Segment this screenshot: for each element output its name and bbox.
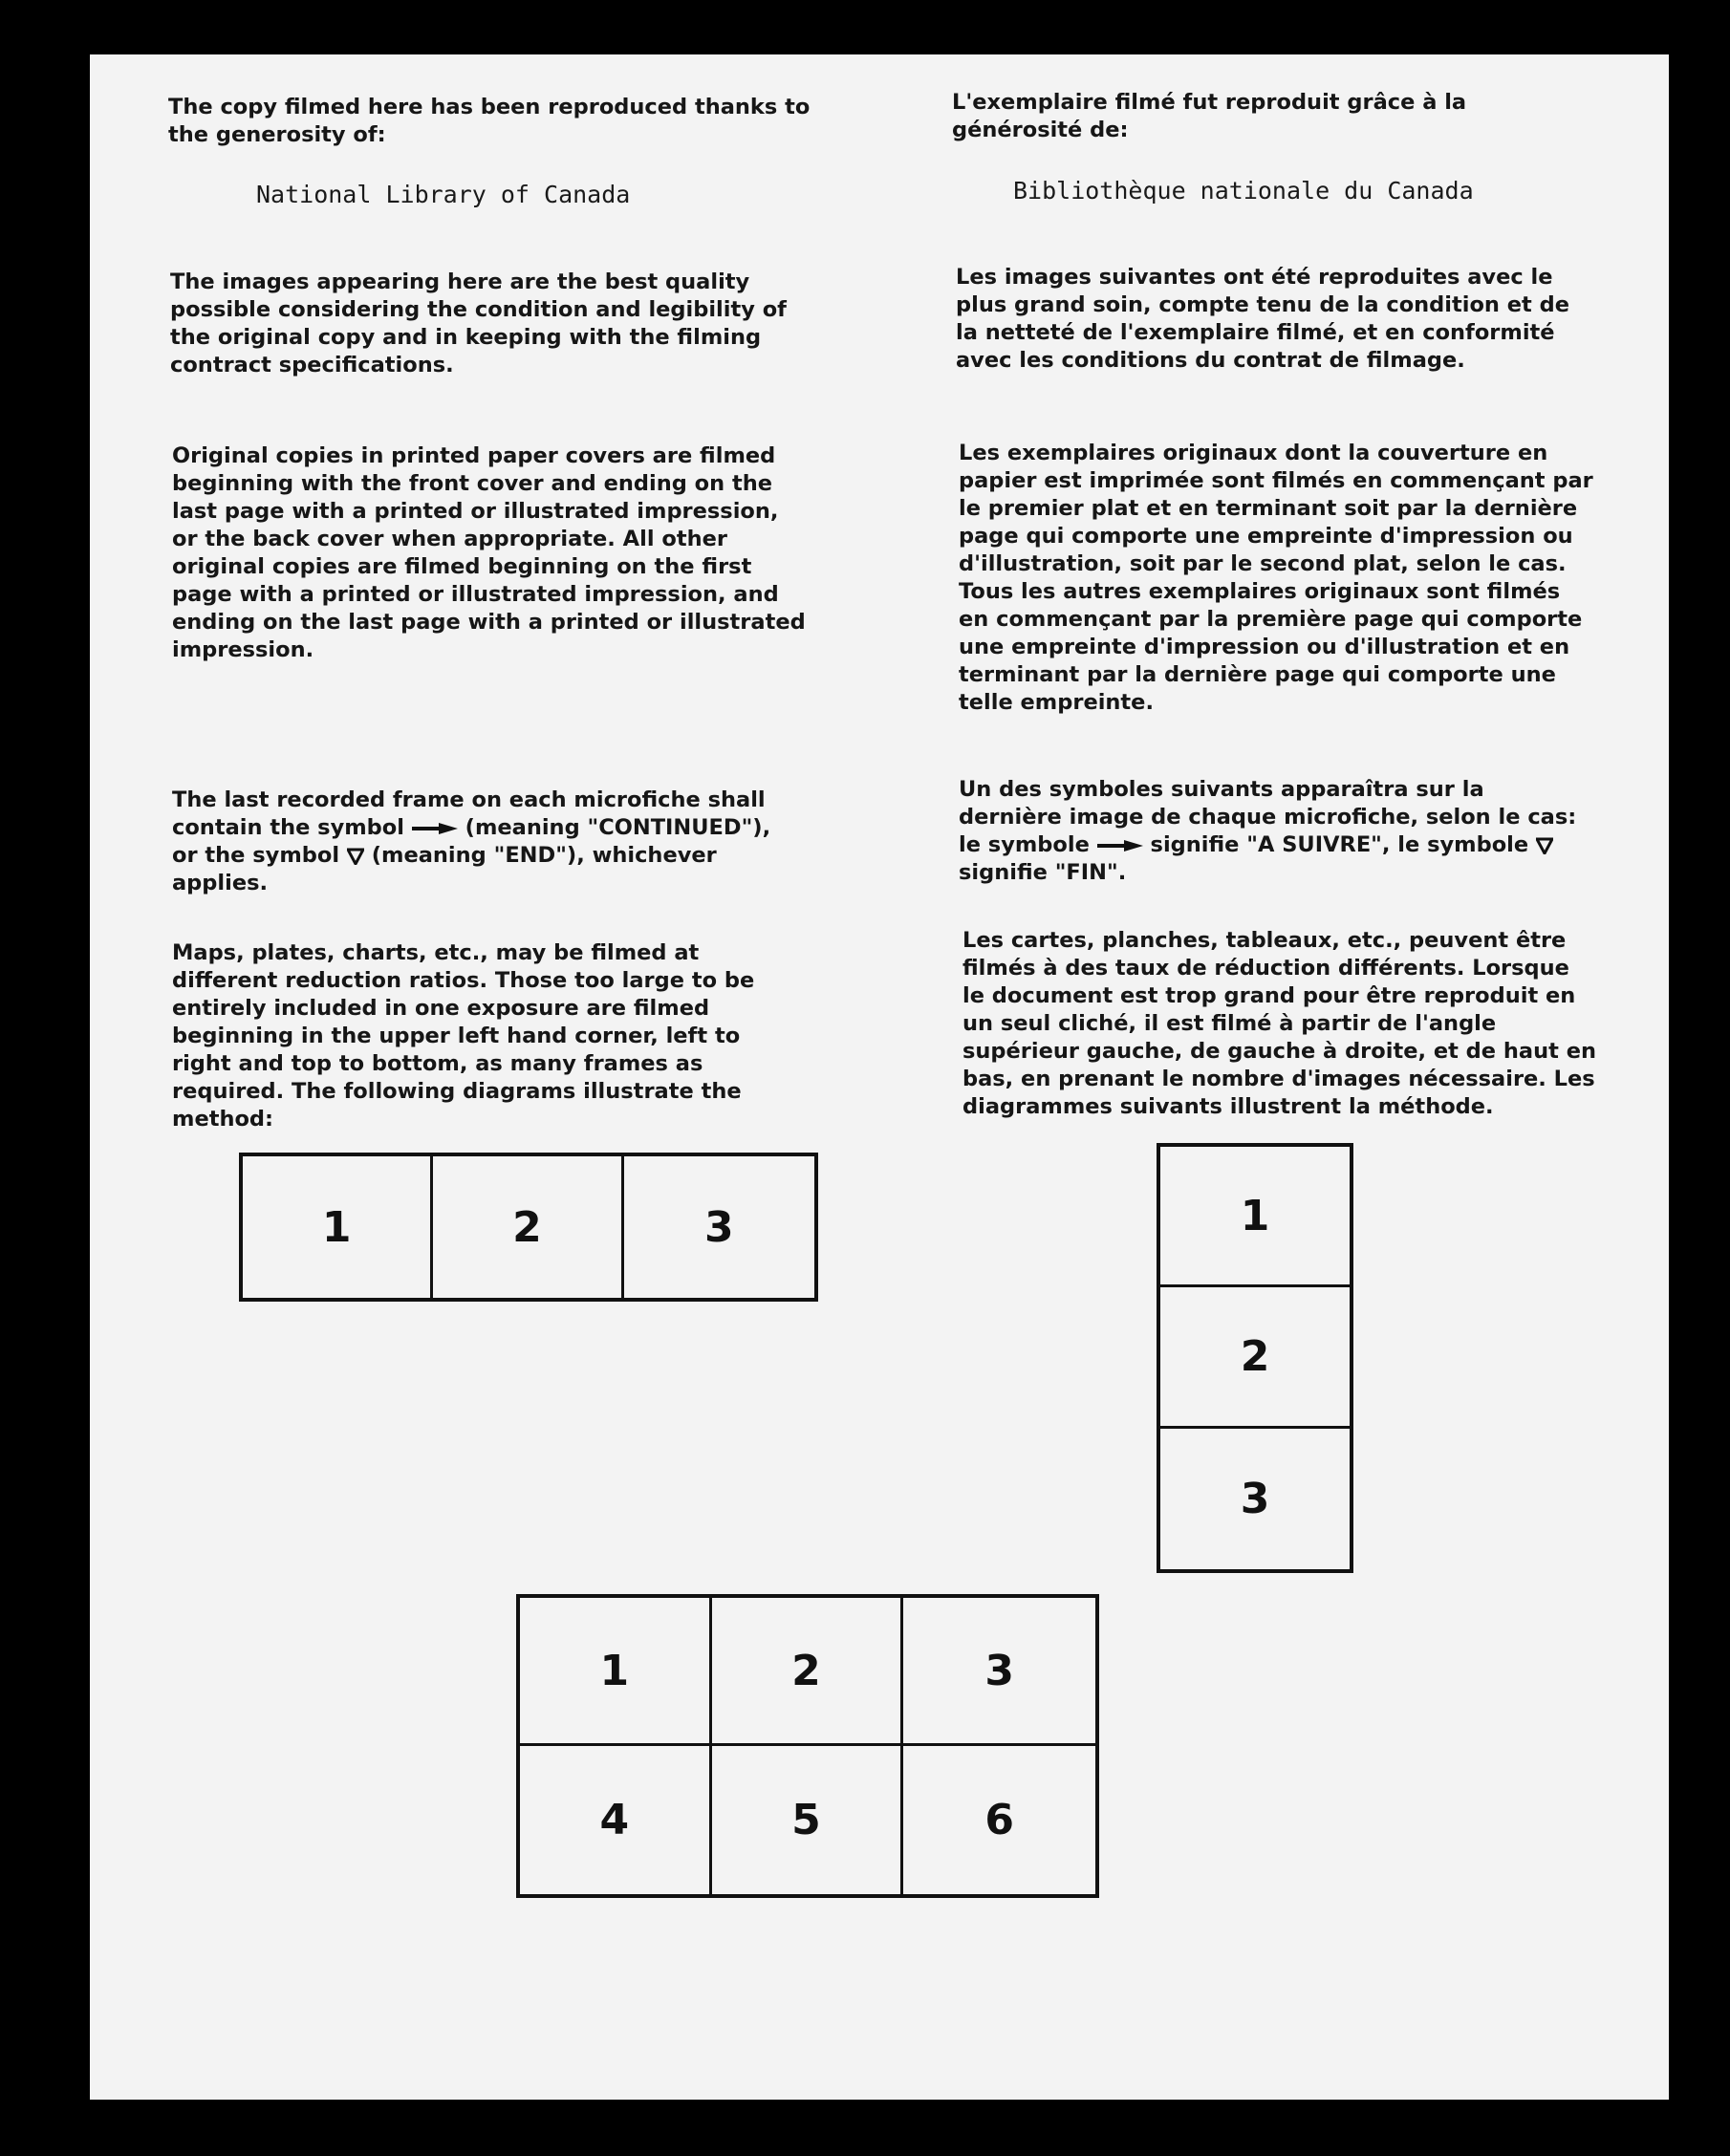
diagram-horizontal-3 [239, 1153, 818, 1302]
diagram-cell: 6 [984, 1796, 1014, 1844]
right-library-name: Bibliothèque nationale du Canada [1013, 177, 1474, 205]
left-symbols [172, 787, 784, 897]
diagram-cell: 1 [243, 1156, 433, 1298]
right-thanks: L'exemplaire filmé fut reproduit grâce à la générosité de: [952, 90, 1467, 142]
triangle-end-icon [347, 848, 364, 865]
right-covers: Les exemplaires originaux dont la couverture en papier est imprimée sont filmés en commençant par le premier plat et en terminant soit par la dernière page qui comporte une empreinte d'impression ou d'illustration, soit par le second plat, selon le cas. Tous les autres exemplaires originaux sont filmés en commençant par la première page qui comporte une empreinte d'impression ou d'illustration et en terminant par la dernière page qui comporte une telle empreinte. [959, 441, 1593, 715]
diagram-cell: 2 [1160, 1287, 1350, 1428]
arrow-continued-icon [1097, 839, 1143, 852]
left-maps: Maps, plates, charts, etc., may be filmed at different reduction ratios. Those too large to be entirely included in one exposure are filmed beginning in the upper left hand corner, left to right and top to bottom, as many frames as required. The following diagrams illustrate the method: [172, 940, 755, 1132]
diagram-cell: 3 [903, 1598, 1095, 1746]
left-symbols-part2: (meaning "CONTINUED"), or the symbol [172, 815, 771, 868]
diagram-cell: 1 [1160, 1147, 1350, 1287]
triangle-end-icon [1536, 837, 1553, 854]
left-library-name: National Library of Canada [256, 181, 631, 208]
diagram-cell: 2 [433, 1156, 623, 1298]
left-symbols-part1: The last recorded frame on each microfiche shall contain the symbol [172, 787, 766, 840]
right-symbols-part3: signifie "FIN". [959, 860, 1127, 885]
diagram-cell: 1 [520, 1598, 712, 1746]
diagram-vertical-3 [1157, 1143, 1353, 1573]
right-symbols [959, 776, 1580, 887]
right-quality: Les images suivantes ont été reproduites avec le plus grand soin, compte tenu de la condition et de la netteté de l'exemplaire filmé, et en conformité avec les conditions du contrat de filmage. [956, 265, 1569, 373]
diagram-cell: 3 [704, 1202, 734, 1252]
right-symbols-part1: Un des symboles suivants apparaîtra sur la dernière image de chaque microfiche, selon le cas: le symbole [959, 777, 1577, 857]
arrow-continued-icon [412, 822, 458, 835]
left-thanks: The copy filmed here has been reproduced thanks to the generosity of: [168, 95, 811, 147]
diagram-cell: 5 [712, 1746, 904, 1894]
diagram-cell: 4 [520, 1746, 712, 1894]
left-covers: Original copies in printed paper covers are filmed beginning with the front cover and ending on the last page with a printed or illustrated impression, or the back cover when appropriate. All other original copies are filmed beginning on the first page with a printed or illustrated impression, and ending on the last page with a printed or illustrated impression. [172, 443, 806, 662]
right-maps: Les cartes, planches, tableaux, etc., peuvent être filmés à des taux de réduction différents. Lorsque le document est trop grand pour être reproduit en un seul cliché, il est filmé à partir de l'angle supérieur gauche, de gauche à droite, et de haut en bas, en prenant le nombre d'images nécessaire. Les diagrammes suivants illustrent la méthode. [962, 928, 1596, 1119]
diagram-grid-6 [516, 1594, 1099, 1898]
diagram-cell: 2 [712, 1598, 904, 1746]
left-quality: The images appearing here are the best quality possible considering the condition and legibility of the original copy and in keeping with the filming contract specifications. [170, 270, 787, 377]
left-symbols-part3: (meaning "END"), whichever applies. [172, 843, 717, 895]
right-symbols-part2: signifie "A SUIVRE", le symbole [1150, 832, 1529, 857]
diagram-cell: 3 [1240, 1474, 1270, 1523]
